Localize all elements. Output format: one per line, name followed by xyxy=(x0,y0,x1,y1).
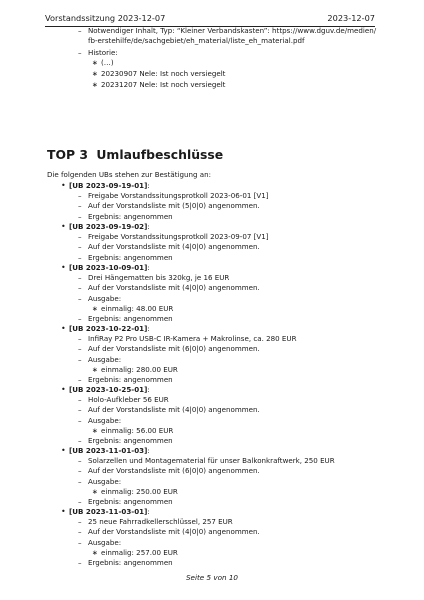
ub-einmalig xyxy=(101,426,173,436)
ub-einmalig xyxy=(101,487,178,497)
ub-einmalig xyxy=(101,365,178,375)
historie-text: (…) xyxy=(101,58,114,67)
ub-vote-text: Auf der Vorstandsliste mit (4|0|0) angenommen. xyxy=(88,527,260,536)
ub-vote-text: Auf der Vorstandsliste mit (4|0|0) angenommen. xyxy=(88,405,260,414)
ub-title-text: 25 neue Fahrradkellerschlüssel, 257 EUR xyxy=(88,517,233,526)
section-number: TOP 3 xyxy=(47,147,89,162)
ub-item: • [UB 2023-09-19-01]: xyxy=(69,181,150,191)
ub-title-text: InfiRay P2 Pro USB-C IR-Kamera + Makrolinse, ca. 280 EUR xyxy=(88,334,297,343)
ub-item: • [UB 2023-10-22-01]: xyxy=(69,324,150,334)
historie-text: 20231207 Nele: Ist noch versiegelt xyxy=(101,80,226,89)
ub-title xyxy=(88,517,233,527)
ub-title xyxy=(88,334,297,344)
ub-id: [UB 2023-11-01-03] xyxy=(69,446,148,455)
ub-id: [UB 2023-09-19-02] xyxy=(69,222,148,231)
ub-ergebnis xyxy=(88,212,173,222)
item-text-line2: fb-erstehilfe/de/sachgebiet/eh_material/liste_eh_material.pdf xyxy=(88,36,305,45)
ub-ergebnis xyxy=(88,558,173,568)
ub-item: • [UB 2023-10-25-01]: xyxy=(69,385,150,395)
ub-ausgabe xyxy=(88,294,121,304)
ub-title xyxy=(88,456,335,466)
ub-ergebnis xyxy=(88,436,173,446)
ub-ausgabe xyxy=(88,538,121,548)
ub-ergebnis-text: Ergebnis: angenommen xyxy=(88,212,173,221)
ub-title xyxy=(88,191,269,201)
section-heading xyxy=(47,147,223,162)
ub-ergebnis-text: Ergebnis: angenommen xyxy=(88,558,173,567)
ub-vote-text: Auf der Vorstandsliste mit (4|0|0) angenommen. xyxy=(88,283,260,292)
ub-id: [UB 2023-11-03-01] xyxy=(69,507,148,516)
ub-einmalig xyxy=(101,548,178,558)
historie-item xyxy=(101,58,114,68)
ub-ausgabe-label: Ausgabe: xyxy=(88,294,122,303)
ub-vote-text: Auf der Vorstandsliste mit (4|0|0) angenommen. xyxy=(88,242,260,251)
list-item-verbandskasten-cont xyxy=(88,36,304,46)
ub-vote xyxy=(88,201,260,211)
ub-title-text: Freigabe Vorstandssitungsprotkoll 2023-09-07 [V1] xyxy=(88,232,269,241)
ub-einmalig-text: einmalig: 257.00 EUR xyxy=(101,548,178,557)
list-item-historie xyxy=(88,48,118,58)
ub-ausgabe-label: Ausgabe: xyxy=(88,416,122,425)
ub-title xyxy=(88,232,269,242)
ub-title xyxy=(88,395,169,405)
ub-ergebnis-text: Ergebnis: angenommen xyxy=(88,497,173,506)
ub-vote xyxy=(88,242,260,252)
ub-ergebnis-text: Ergebnis: angenommen xyxy=(88,436,173,445)
ub-ergebnis xyxy=(88,253,173,263)
ub-einmalig-text: einmalig: 56.00 EUR xyxy=(101,426,174,435)
ub-title xyxy=(88,273,229,283)
ub-ergebnis xyxy=(88,497,173,507)
ub-item: • [UB 2023-09-19-02]: xyxy=(69,222,150,232)
ub-item: • [UB 2023-10-09-01]: xyxy=(69,263,150,273)
ub-vote xyxy=(88,527,260,537)
ub-einmalig-text: einmalig: 280.00 EUR xyxy=(101,365,178,374)
ub-vote xyxy=(88,466,260,476)
ub-ausgabe xyxy=(88,416,121,426)
list-item-verbandskasten xyxy=(88,26,376,36)
ub-ausgabe-label: Ausgabe: xyxy=(88,477,122,486)
ub-ausgabe-label: Ausgabe: xyxy=(88,355,122,364)
ub-einmalig-text: einmalig: 48.00 EUR xyxy=(101,304,174,313)
intro-text xyxy=(47,170,211,180)
ub-ergebnis xyxy=(88,314,173,324)
ub-einmalig xyxy=(101,304,173,314)
ub-title-text: Drei Hängematten bis 320kg, je 16 EUR xyxy=(88,273,230,282)
header-title: Vorstandssitzung 2023-12-07 xyxy=(45,13,166,23)
historie-item xyxy=(101,69,225,79)
ub-ergebnis-text: Ergebnis: angenommen xyxy=(88,253,173,262)
ub-ergebnis xyxy=(88,375,173,385)
ub-title-text: Solarzellen und Montagematerial für unser Balkonkraftwerk, 250 EUR xyxy=(88,456,335,465)
ub-ausgabe-label: Ausgabe: xyxy=(88,538,122,547)
ub-vote xyxy=(88,405,260,415)
ub-ausgabe xyxy=(88,355,121,365)
section-title: Umlaufbeschlüsse xyxy=(96,147,224,162)
ub-id: [UB 2023-09-19-01] xyxy=(69,181,148,190)
page-footer xyxy=(0,573,424,582)
ub-id: [UB 2023-10-09-01] xyxy=(69,263,148,272)
page-header xyxy=(45,13,375,27)
ub-id: [UB 2023-10-25-01] xyxy=(69,385,148,394)
header-date: 2023-12-07 xyxy=(327,13,375,23)
ub-vote-text: Auf der Vorstandsliste mit (5|0|0) angenommen. xyxy=(88,201,260,210)
historie-label: Historie: xyxy=(88,48,118,57)
ub-id: [UB 2023-10-22-01] xyxy=(69,324,148,333)
historie-item xyxy=(101,80,225,90)
item-text-line1: Notwendiger Inhalt, Typ: “Kleiner Verbandskasten”: https://www.dguv.de/medien/ xyxy=(88,26,377,35)
ub-title-text: Holo-Aufkleber 56 EUR xyxy=(88,395,169,404)
ub-einmalig-text: einmalig: 250.00 EUR xyxy=(101,487,178,496)
page-number: Seite 5 von 10 xyxy=(185,573,238,582)
ub-ergebnis-text: Ergebnis: angenommen xyxy=(88,375,173,384)
ub-item: • [UB 2023-11-03-01]: xyxy=(69,507,150,517)
ub-title-text: Freigabe Vorstandssitungsprotkoll 2023-06-01 [V1] xyxy=(88,191,269,200)
ub-ausgabe xyxy=(88,477,121,487)
ub-vote xyxy=(88,283,260,293)
ub-vote-text: Auf der Vorstandsliste mit (6|0|0) angenommen. xyxy=(88,466,260,475)
historie-text: 20230907 Nele: Ist noch versiegelt xyxy=(101,69,226,78)
ub-ergebnis-text: Ergebnis: angenommen xyxy=(88,314,173,323)
intro-label: Die folgenden UBs stehen zur Bestätigung an: xyxy=(47,170,211,179)
ub-vote-text: Auf der Vorstandsliste mit (6|0|0) angenommen. xyxy=(88,344,260,353)
ub-item: • [UB 2023-11-01-03]: xyxy=(69,446,150,456)
ub-vote xyxy=(88,344,260,354)
